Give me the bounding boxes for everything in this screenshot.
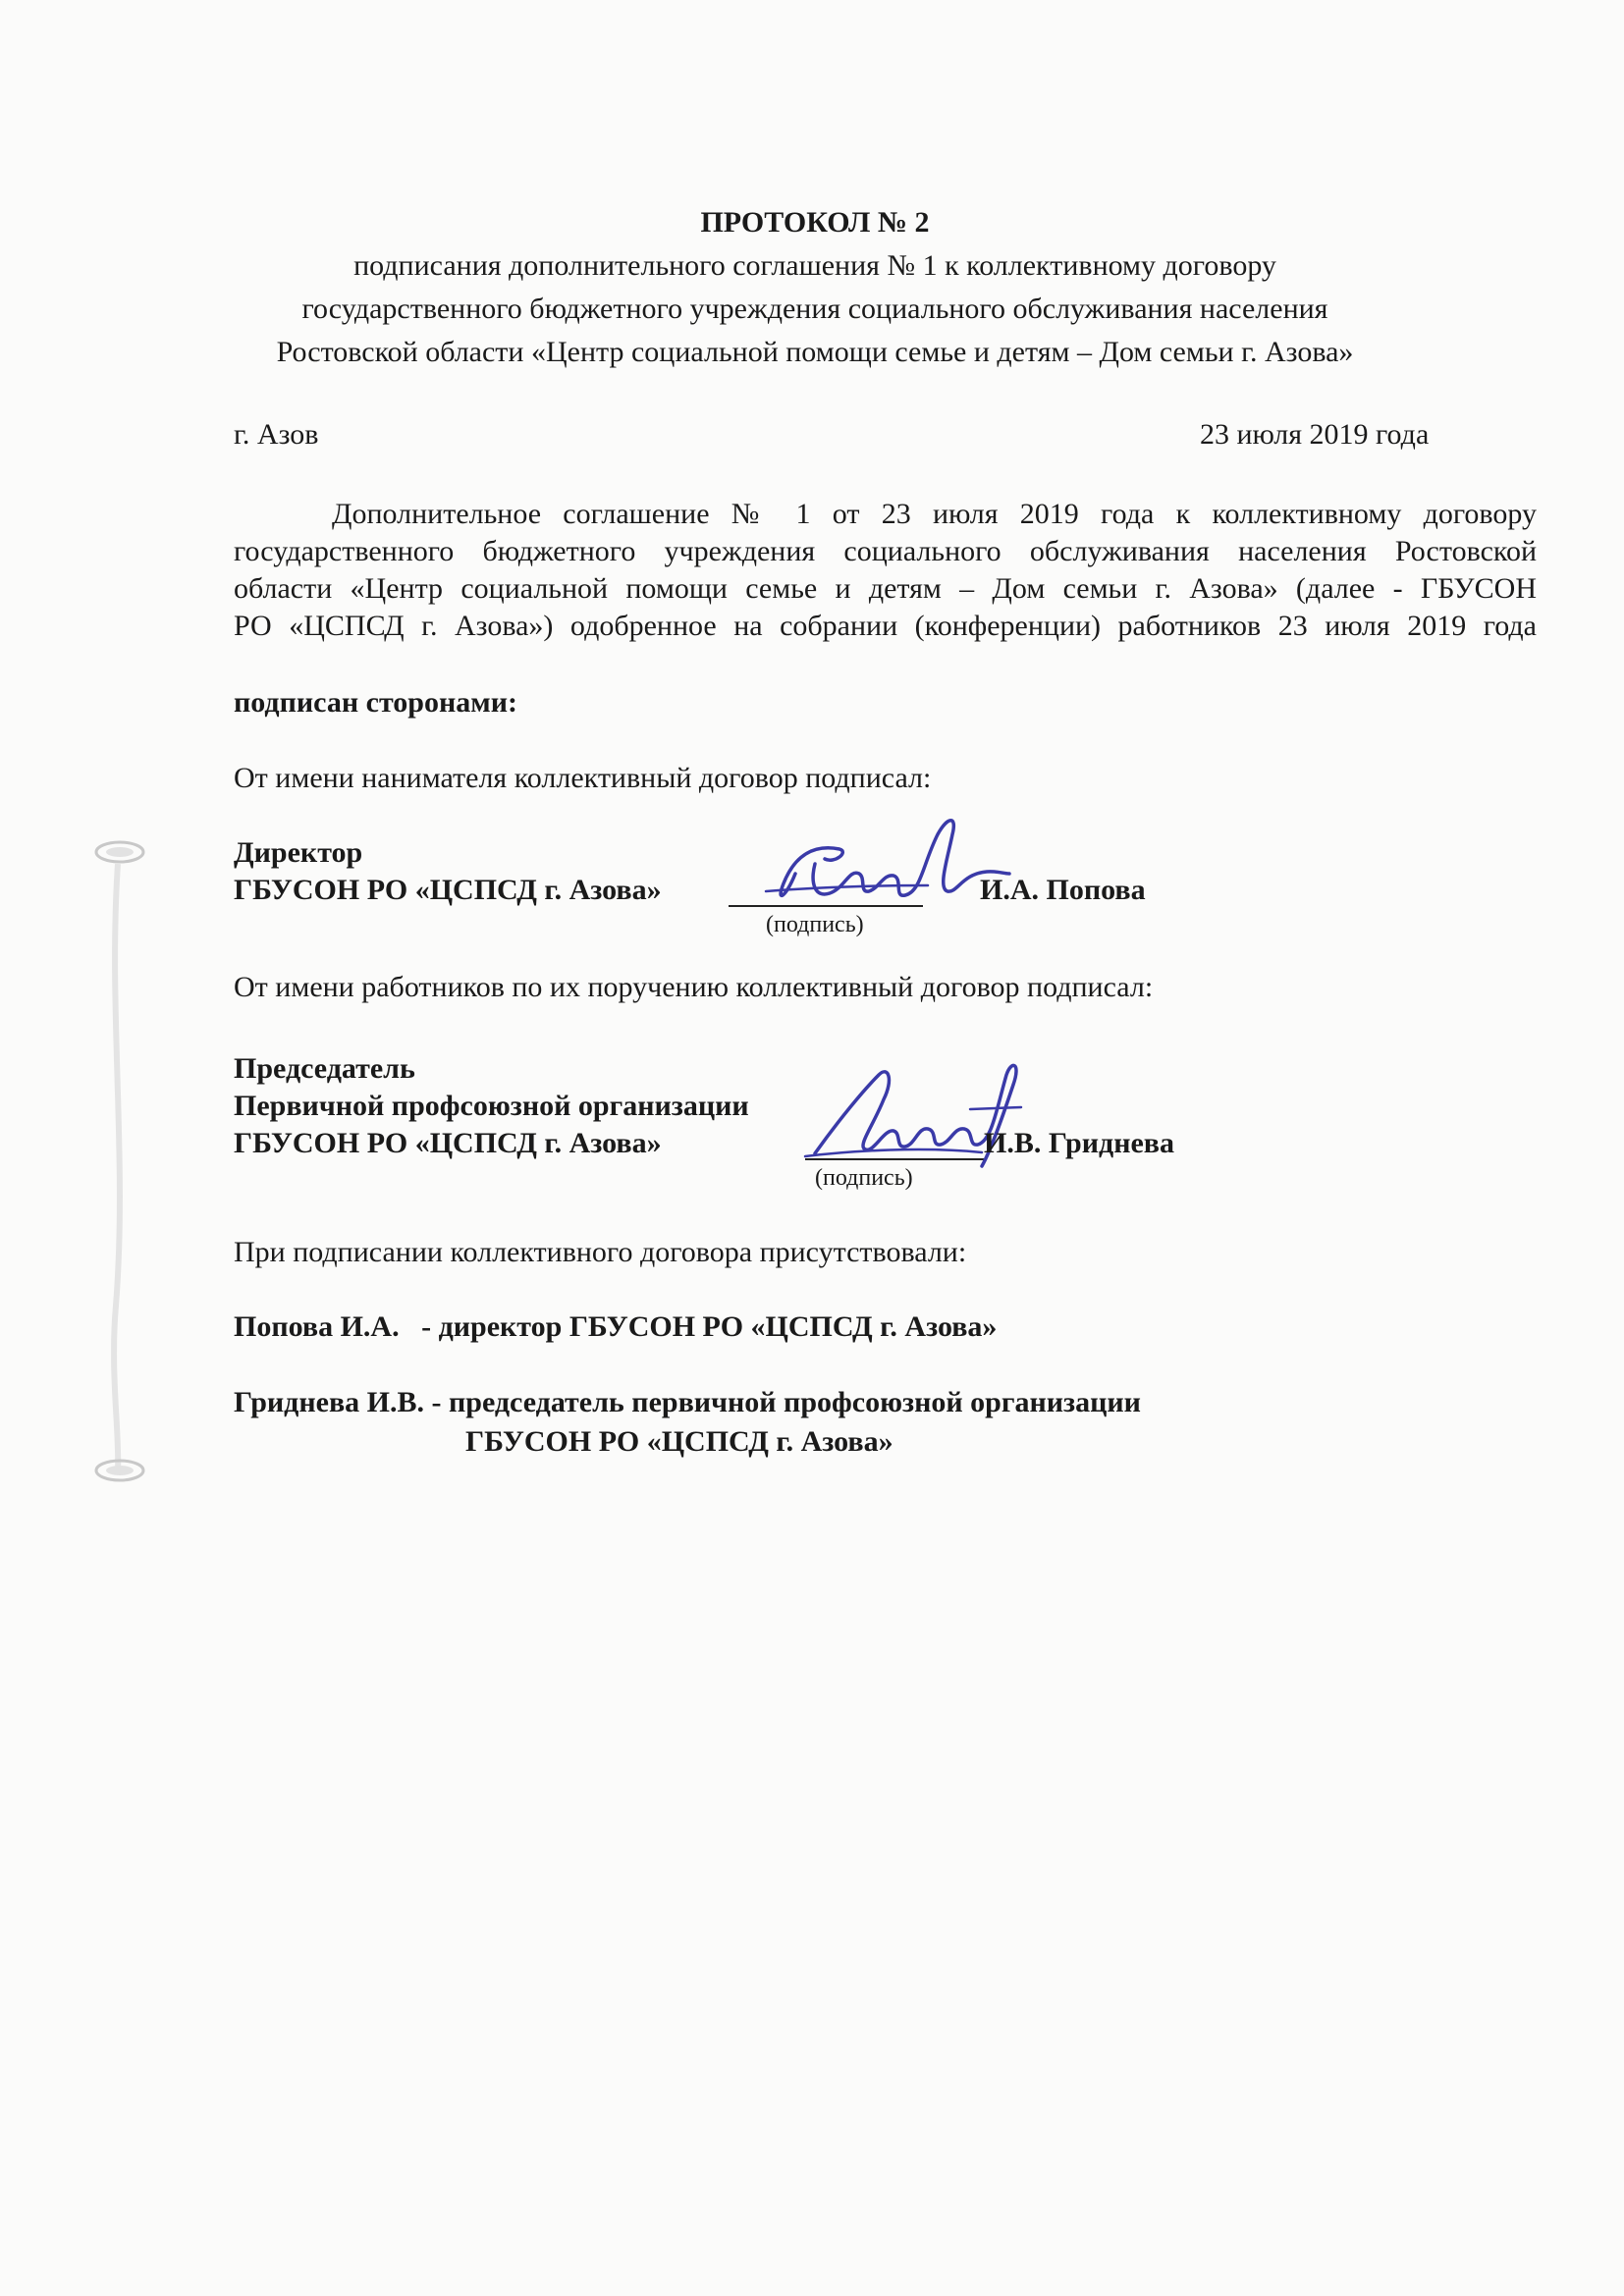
body-line-4: РО «ЦСПСД г. Азова») одобренное на собрании (конференции) работников 23 июля 2019 года [234,610,1537,642]
binder-clip-mark-bottom [90,1451,149,1490]
attendee-2-line-1: Гриднева И.В. - председатель первичной профсоюзной организации [234,1386,1141,1418]
director-name: И.А. Попова [980,874,1146,906]
attendee-1: Попова И.А. - директор ГБУСОН РО «ЦСПСД г. Азова» [234,1310,998,1343]
subtitle-line-3: Ростовской области «Центр социальной помощи семье и детям – Дом семьи г. Азова» [276,336,1354,368]
chairman-position-line-2: Первичной профсоюзной организации [234,1090,749,1122]
workers-intro: От имени работников по их поручению коллективный договор подписал: [234,971,1154,1003]
subtitle-line-2: государственного бюджетного учреждения социального обслуживания населения [301,293,1328,325]
binder-string [98,864,137,1472]
signed-by-heading: подписан сторонами: [234,686,517,719]
director-position: Директор [234,836,363,869]
chairman-signature-caption: (подпись) [815,1165,913,1191]
director-org: ГБУСОН РО «ЦСПСД г. Азова» [234,874,662,906]
document-date: 23 июля 2019 года [1200,418,1430,451]
attendee-2-line-2: ГБУСОН РО «ЦСПСД г. Азова» [465,1425,893,1458]
document-title: ПРОТОКОЛ № 2 [700,206,930,239]
body-line-1: Дополнительное соглашение № 1 от 23 июля 2019 года к коллективному договору [332,498,1537,530]
body-line-2: государственного бюджетного учреждения социального обслуживания населения Ростовской [234,535,1537,567]
subtitle-line-1: подписания дополнительного соглашения № 1 к коллективному договору [353,249,1276,282]
chairman-position-line-1: Председатель [234,1052,415,1085]
chairman-name: И.В. Гриднева [984,1127,1174,1159]
chairman-org: ГБУСОН РО «ЦСПСД г. Азова» [234,1127,662,1159]
director-signature [756,805,1011,918]
employer-intro: От имени нанимателя коллективный договор подписал: [234,762,932,794]
document-place: г. Азов [234,418,319,451]
director-signature-caption: (подпись) [766,912,864,937]
present-intro: При подписании коллективного договора присутствовали: [234,1236,967,1268]
body-line-3: области «Центр социальной помощи семье и детям – Дом семьи г. Азова» (далее - ГБУСОН [234,572,1537,605]
body-paragraph [234,496,1537,645]
